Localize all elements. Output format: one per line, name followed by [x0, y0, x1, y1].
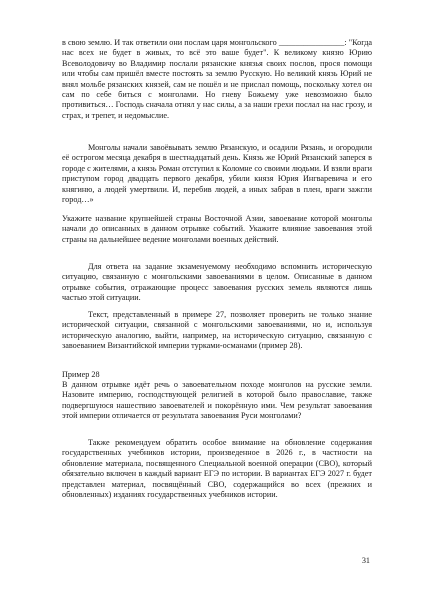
answer-paragraph: Для ответа на задание экзаменуемому необходимо вспомнить историческую ситуацию, связанную с монгольскими завоеваниями в целом. Описанные в данном отрывке события, отражающие процесс завоевания русских земель являются лишь частью этой ситуации. — [62, 262, 372, 303]
text-27-paragraph: Текст, представленный в примере 27, позволяет проверить не только знание исторической ситуации, связанной с монгольскими завоеваниями, но и, используя историческую аналогию, выйти, например, на историческую ситуацию, связанную с завоеванием Византийской империи турками-османами (пример 28). — [62, 310, 372, 351]
task-question: Укажите название крупнейшей страны Восточной Азии, завоевание которой монголы начали до описанных в данном отрывке событий. Укажите влияние завоевания этой страны на дальнейшее ведение монголами военных действий. — [62, 214, 372, 244]
page-number: 31 — [361, 556, 370, 565]
recommend-paragraph: Также рекомендуем обратить особое внимание на обновление содержания государственных учебников истории, произведенное в 2026 г., в частности на обновление материала, посвященного Специальной военной операции (СВО), который обязательно включен в каждый вариант ЕГЭ по истории. В вариантах ЕГЭ 2027 г. будет представлен материал, посвящённый СВО, содержащийся во всех (прежних и обновленных) изданиях государственных учебников истории. — [62, 438, 372, 500]
example-title: Пример 28 — [62, 370, 100, 379]
quote-paragraph-1: в свою землю. И так ответили они послам царя монгольского ________________: "Когда нас всех не будет в живых, то всё это ваше будет". К великому князю Юрию Всеволодовичу во Владимир послали рязанские князья своих послов, прося помощи или чтобы сам пришёл вместе постоять за землю Русскую. Но великий князь Юрий не внял мольбе рязанских князей, сам не пошёл и не прислал помощь, поскольку хотел он сам по себе биться с монголами. Но гневу Божьему уже невозможно было противиться… Господь сначала отнял у нас силы, а за наши грехи послал на нас грозу, и страх, и трепет, и недомыслие. — [62, 38, 372, 120]
example-text: В данном отрывке идёт речь о завоевательном походе монголов на русские земли. Назовите империю, господствующей религией в которой было православие, также подвергшуюся нашествию завоевателей и покорённую ими. Чем результат завоевания этой империи отличается от результата завоевания Руси монголами? — [62, 380, 372, 421]
quote-paragraph-2: Монголы начали завоёвывать землю Рязанскую, и осадили Рязань, и огородили её острогом месяца декабря в шестнадцатый день. Князь же Юрий Рязанский заперся в городе с жителями, а князь Роман отступил к Коломне со своими людьми. И взяли враги приступом город двадцать первого декабря, убили князя Юрия Ингваревича и его княгиню, а людей умертвили. И, перебив людей, а иных забрав в плен, враги зажгли город…» — [62, 143, 372, 205]
